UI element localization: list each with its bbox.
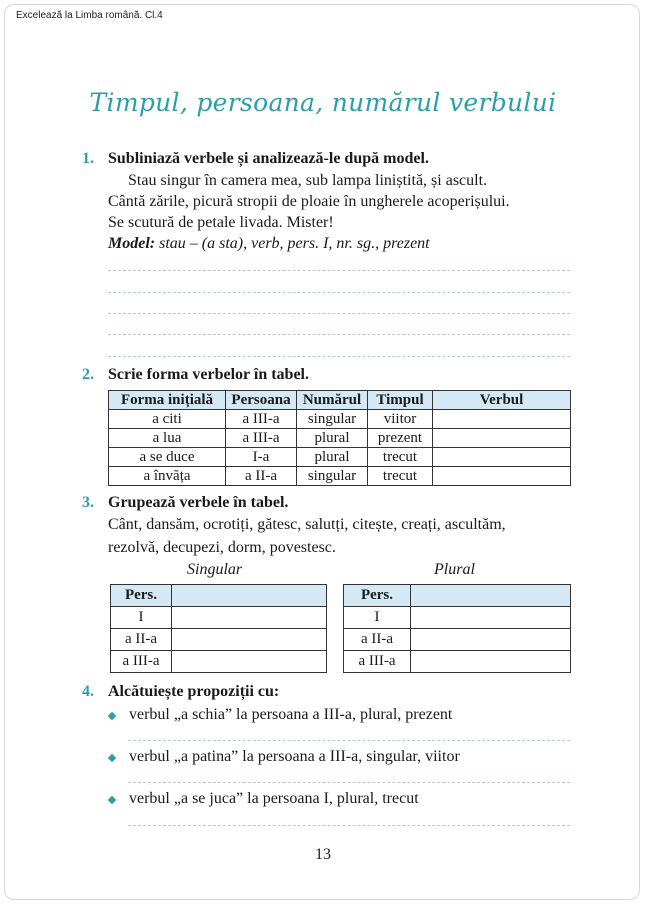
table-cell: viitor xyxy=(368,410,433,429)
table-row xyxy=(344,651,571,673)
table-row xyxy=(344,629,571,651)
exercise-1-model xyxy=(108,235,430,253)
answer-cell[interactable] xyxy=(433,467,571,486)
verbs-header xyxy=(172,585,327,607)
exercise-3-heading: Grupează verbele în tabel. xyxy=(108,494,289,511)
table-cell: a III-a xyxy=(226,410,297,429)
column-header: Persoana xyxy=(226,391,297,410)
exercise-1-text-line: Cântă zările, picură stropii de ploaie în ungherele acoperișului. xyxy=(108,193,510,210)
column-header: Numărul xyxy=(297,391,368,410)
pers-cell: a II-a xyxy=(344,629,411,651)
table-cell: singular xyxy=(297,410,368,429)
answer-cell[interactable] xyxy=(411,607,571,629)
table-row xyxy=(109,410,571,429)
table-row xyxy=(111,607,327,629)
exercise-2-number: 2. xyxy=(82,366,94,383)
answer-cell[interactable] xyxy=(172,607,327,629)
pers-cell: I xyxy=(344,607,411,629)
answer-cell[interactable] xyxy=(433,448,571,467)
exercise-3-text-line: rezolvă, decupezi, dorm, povestesc. xyxy=(108,539,336,556)
column-header: Forma inițială xyxy=(109,391,226,410)
page-number: 13 xyxy=(315,846,331,863)
pers-cell: I xyxy=(111,607,172,629)
pers-header: Pers. xyxy=(111,585,172,607)
answer-cell[interactable] xyxy=(411,629,571,651)
exercise-1-text-line: Stau singur în camera mea, sub lampa liniștită, și ascult. xyxy=(128,172,488,189)
table-cell: a se duce xyxy=(109,448,226,467)
table-row xyxy=(111,651,327,673)
exercise-4-item: verbul „a se juca” la persoana I, plural, trecut xyxy=(129,790,419,807)
column-header: Timpul xyxy=(368,391,433,410)
pers-cell: a II-a xyxy=(111,629,172,651)
table-cell: plural xyxy=(297,448,368,467)
table-row xyxy=(344,607,571,629)
pers-cell: a III-a xyxy=(111,651,172,673)
exercise-1-number: 1. xyxy=(82,150,94,167)
table-cell: singular xyxy=(297,467,368,486)
exercise-4-heading: Alcătuiește propoziții cu: xyxy=(108,683,280,700)
exercise-1-text-line: Se scutură de petale livada. Mister! xyxy=(108,214,334,231)
answer-cell[interactable] xyxy=(433,410,571,429)
answer-line[interactable] xyxy=(128,782,570,783)
table-row xyxy=(109,448,571,467)
verb-forms-table xyxy=(108,390,571,486)
answer-line[interactable] xyxy=(108,270,570,271)
singular-table xyxy=(110,584,327,673)
table-row xyxy=(109,467,571,486)
model-label: Model: xyxy=(108,235,156,252)
answer-cell[interactable] xyxy=(411,651,571,673)
table-cell: I-a xyxy=(226,448,297,467)
exercise-3-number: 3. xyxy=(82,494,94,511)
pers-header: Pers. xyxy=(344,585,411,607)
answer-line[interactable] xyxy=(128,825,570,826)
table-cell: trecut xyxy=(368,448,433,467)
answer-line[interactable] xyxy=(108,356,570,357)
exercise-4-item: verbul „a patina” la persoana a III-a, singular, viitor xyxy=(129,748,460,765)
exercise-1-heading: Subliniază verbele și analizează-le după model. xyxy=(108,150,429,167)
verbs-header xyxy=(411,585,571,607)
answer-cell[interactable] xyxy=(172,651,327,673)
exercise-2-heading: Scrie forma verbelor în tabel. xyxy=(108,366,309,383)
page-title: Timpul, persoana, numărul verbului xyxy=(89,88,557,117)
plural-label: Plural xyxy=(434,561,475,578)
table-cell: a III-a xyxy=(226,429,297,448)
exercise-3-text-line: Cânt, dansăm, ocrotiți, gătesc, salutți, citește, creați, ascultăm, xyxy=(108,516,506,533)
answer-line[interactable] xyxy=(108,334,570,335)
table-cell: prezent xyxy=(368,429,433,448)
answer-cell[interactable] xyxy=(172,629,327,651)
table-cell: plural xyxy=(297,429,368,448)
table-cell: a citi xyxy=(109,410,226,429)
pers-cell: a III-a xyxy=(344,651,411,673)
table-cell: trecut xyxy=(368,467,433,486)
table-cell: a lua xyxy=(109,429,226,448)
plural-table xyxy=(343,584,571,673)
answer-line[interactable] xyxy=(108,292,570,293)
column-header: Verbul xyxy=(433,391,571,410)
answer-cell[interactable] xyxy=(433,429,571,448)
exercise-4-item: verbul „a schia” la persoana a III-a, plural, prezent xyxy=(129,706,453,723)
model-text: stau – (a sta), verb, pers. I, nr. sg., prezent xyxy=(155,235,430,252)
table-row xyxy=(111,629,327,651)
table-cell: a II-a xyxy=(226,467,297,486)
table-row xyxy=(109,429,571,448)
singular-label: Singular xyxy=(187,561,243,578)
table-cell: a învăța xyxy=(109,467,226,486)
exercise-4-number: 4. xyxy=(82,683,94,700)
book-header: Excelează la Limba română. Cl.4 xyxy=(16,10,163,21)
answer-line[interactable] xyxy=(108,313,570,314)
answer-line[interactable] xyxy=(128,740,570,741)
